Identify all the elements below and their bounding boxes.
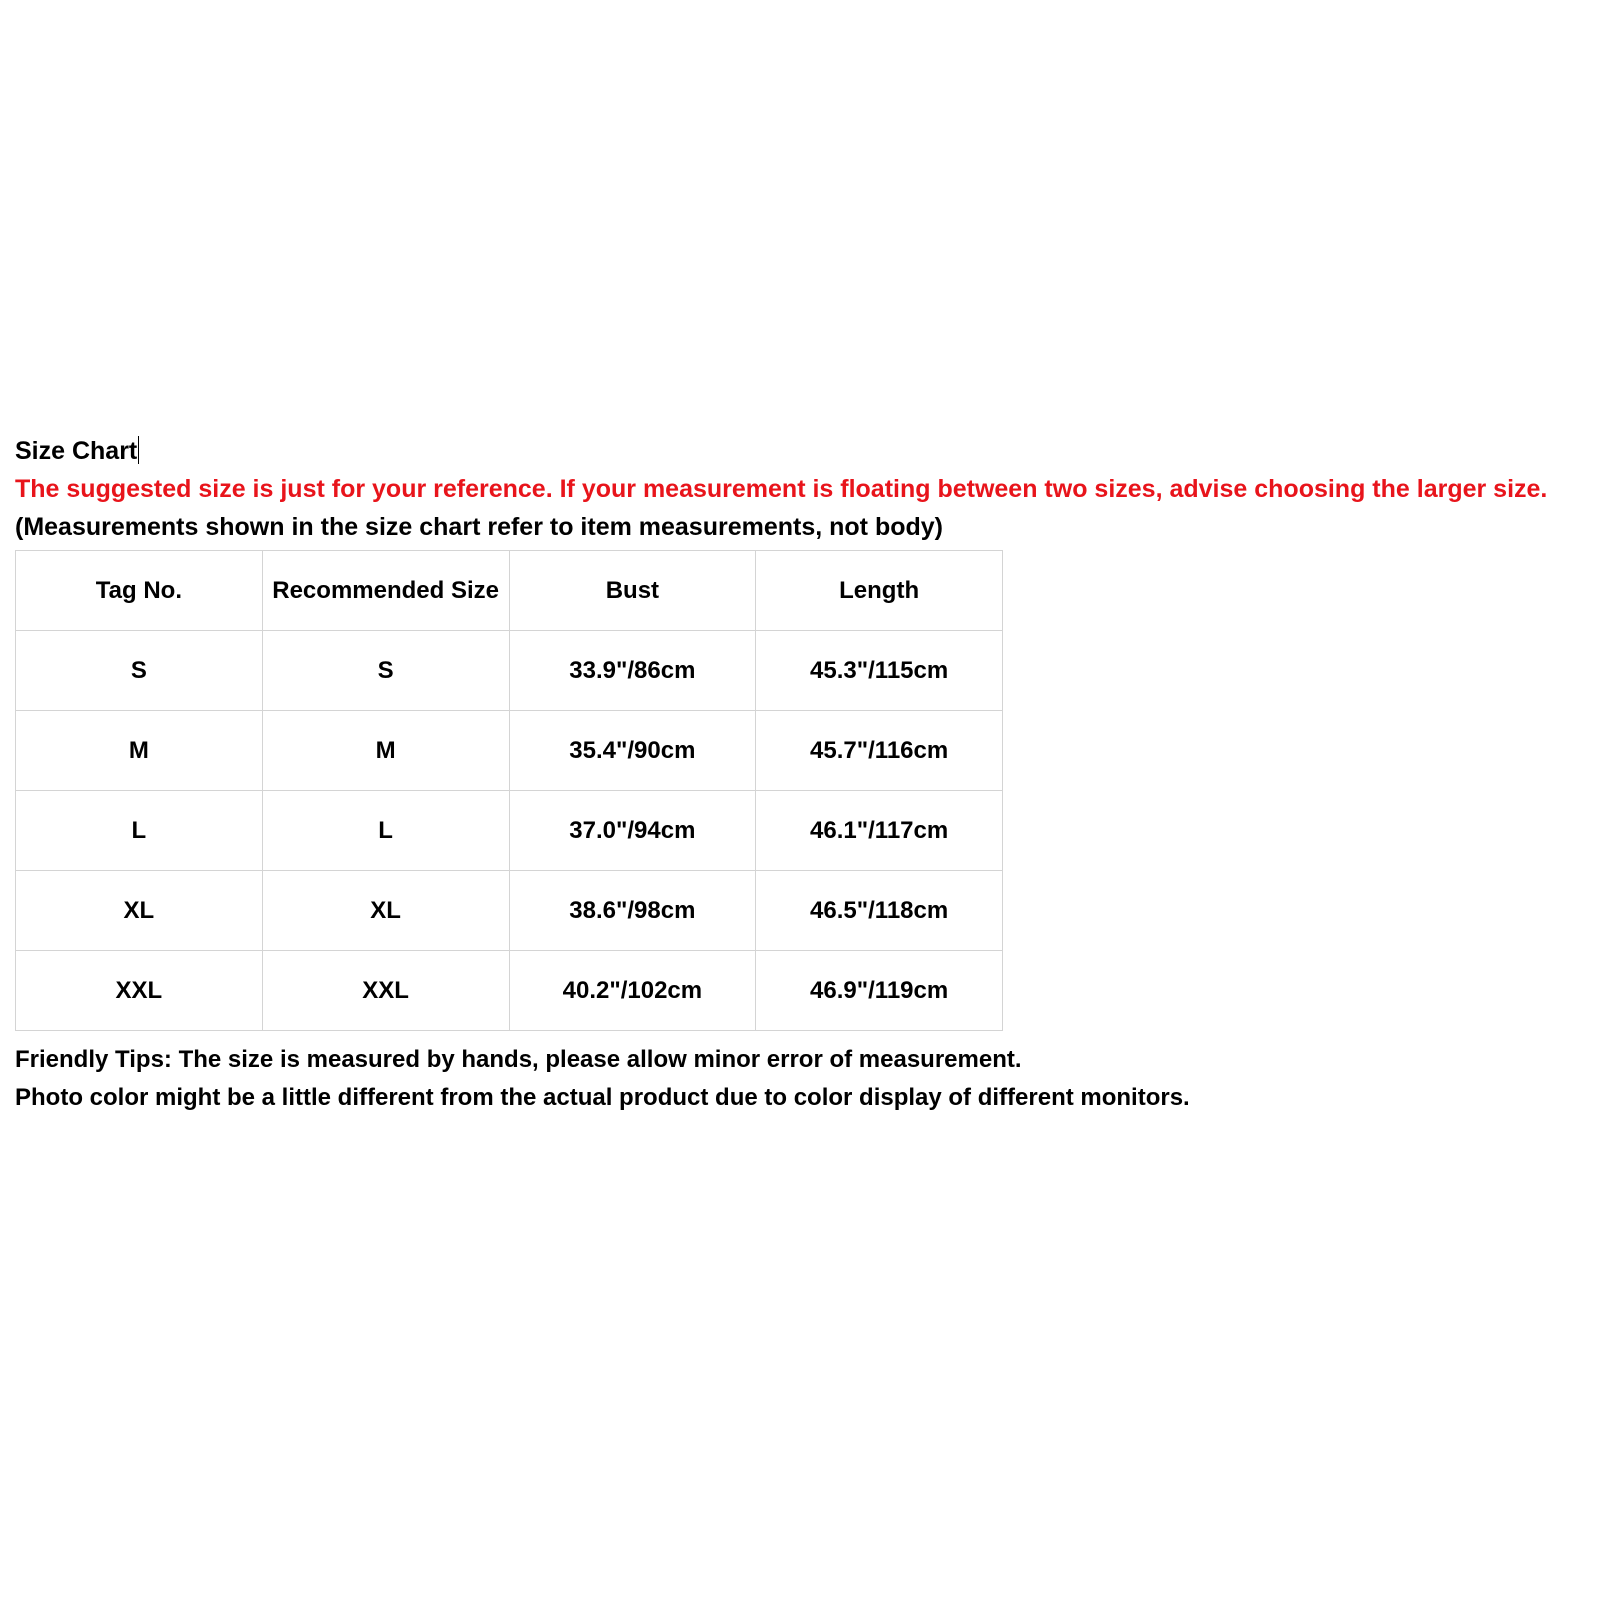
cell-recommended-size: XL (262, 871, 509, 951)
column-header-length: Length (756, 551, 1003, 631)
column-header-recommended-size: Recommended Size (262, 551, 509, 631)
cell-recommended-size: L (262, 791, 509, 871)
page-title (15, 436, 1595, 466)
cell-recommended-size: S (262, 631, 509, 711)
table-header-row (16, 551, 1003, 631)
page-title-text: Size Chart (15, 437, 138, 465)
cell-bust: 35.4"/90cm (509, 711, 756, 791)
cell-tag-no: XL (16, 871, 263, 951)
cell-length: 45.7"/116cm (756, 711, 1003, 791)
cell-tag-no: M (16, 711, 263, 791)
size-table (15, 550, 1003, 1031)
cell-tag-no: XXL (16, 951, 263, 1031)
column-header-bust: Bust (509, 551, 756, 631)
cell-recommended-size: XXL (262, 951, 509, 1031)
text-cursor (138, 436, 139, 464)
cell-length: 46.9"/119cm (756, 951, 1003, 1031)
size-advice-note: The suggested size is just for your reference. If your measurement is floating between two sizes, advise choosing the larger size. (15, 475, 1548, 503)
table-row (16, 791, 1003, 871)
friendly-tips: Friendly Tips: The size is measured by hands, please allow minor error of measurement. (15, 1046, 1022, 1073)
table-row (16, 951, 1003, 1031)
cell-bust: 40.2"/102cm (509, 951, 756, 1031)
cell-length: 46.1"/117cm (756, 791, 1003, 871)
table-row (16, 871, 1003, 951)
measurement-note: (Measurements shown in the size chart refer to item measurements, not body) (15, 513, 943, 541)
table-row (16, 631, 1003, 711)
column-header-tag-no: Tag No. (16, 551, 263, 631)
cell-tag-no: L (16, 791, 263, 871)
cell-bust: 37.0"/94cm (509, 791, 756, 871)
table-row (16, 711, 1003, 791)
cell-recommended-size: M (262, 711, 509, 791)
cell-length: 46.5"/118cm (756, 871, 1003, 951)
cell-length: 45.3"/115cm (756, 631, 1003, 711)
cell-tag-no: S (16, 631, 263, 711)
size-chart-document (15, 436, 1595, 1113)
cell-bust: 38.6"/98cm (509, 871, 756, 951)
color-disclaimer: Photo color might be a little different from the actual product due to color display of different monitors. (15, 1084, 1190, 1111)
cell-bust: 33.9"/86cm (509, 631, 756, 711)
